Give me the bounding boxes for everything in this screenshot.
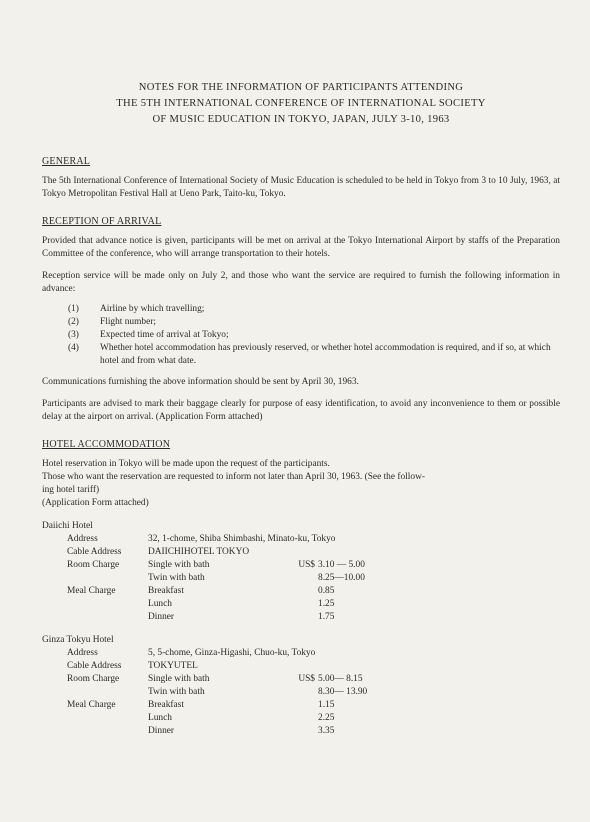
title-line-2: THE 5TH INTERNATIONAL CONFERENCE OF INTERNATIONAL SOCIETY [116,98,486,109]
hotel-intro-line-4: (Application Form attached) [42,498,149,508]
general-heading: GENERAL [42,156,91,167]
table-row: Lunch 2.25 [148,713,335,723]
reception-paragraph-2: Reception service will be made only on July 2, and those who want the service are required to furnish the following information in advance: [42,271,560,294]
document-title [42,80,560,128]
list-item: (4) Whether hotel accommodation has previously reserved, or whether hotel accommodation is required, and if so, at which hotel and from what date. [68,343,551,366]
reception-paragraph-3: Communications furnishing the above information should be sent by April 30, 1963. [42,377,359,387]
reception-heading: RECEPTION OF ARRIVAL [42,216,162,227]
general-text: The 5th International Conference of International Society of Music Education is scheduled to be held in Tokyo from 3 to 10 July, 1963, at Tokyo Metropolitan Festival Hall at Ueno Park, Taito-ku, Tokyo. [42,176,560,199]
hotel-name: Ginza Tokyu Hotel [42,635,114,645]
reception-info-list [42,303,560,368]
list-item: (3) Expected time of arrival at Tokyo; [68,330,229,340]
table-row: Dinner 3.35 [148,726,335,736]
title-line-3: OF MUSIC EDUCATION IN TOKYO, JAPAN, JULY 3-10, 1963 [152,114,450,125]
hotel-intro-line-1: Hotel reservation in Tokyo will be made upon the request of the participants. [42,459,330,469]
reception-paragraph-1: Provided that advance notice is given, participants will be met on arrival at the Tokyo International Airport by staffs of the Preparation Committee of the conference, who will arrange transportation to their hotels. [42,236,560,259]
table-row: Cable Address TOKYUTEL [67,661,198,671]
table-row: Meal Charge Breakfast 0.85 [67,586,335,596]
title-line-1: NOTES FOR THE INFORMATION OF PARTICIPANTS ATTENDING [138,82,464,93]
table-row: Dinner 1.75 [148,612,335,622]
hotel-tariff-table [42,647,560,738]
hotel-intro [42,458,560,510]
hotel-intro-line-3: ing hotel tariff) [42,485,100,495]
table-row: Room Charge Single with bath US$ 3.10 — 5.00 [67,560,365,570]
hotel-tariff-table [42,533,560,624]
table-row: Meal Charge Breakfast 1.15 [67,700,335,710]
table-row: Twin with bath 8.25—10.00 [148,573,365,583]
hotel-intro-line-2: Those who want the reservation are requested to inform not later than April 30, 1963. (See the follow- [42,472,425,482]
table-row: Address 5, 5-chome, Ginza-Higashi, Chuo-ku, Tokyo [67,648,316,658]
hotel-heading: HOTEL ACCOMMODATION [42,439,171,450]
list-item: (2) Flight number; [68,317,156,327]
table-row: Cable Address DAIICHIHOTEL TOKYO [67,547,250,557]
table-row: Lunch 1.25 [148,599,335,609]
hotel-name: Daiichi Hotel [42,521,93,531]
table-row: Address 32, 1-chome, Shiba Shimbashi, Minato-ku, Tokyo [67,534,336,544]
reception-paragraph-4: Participants are advised to mark their baggage clearly for purpose of easy identification, to avoid any inconvenience to them or possible delay at the airport on arrival. (Application Form attached) [42,399,560,422]
list-item: (1) Airline by which travelling; [68,304,205,314]
table-row: Room Charge Single with bath US$ 5.00— 8.15 [67,674,363,684]
table-row: Twin with bath 8.30— 13.90 [148,687,368,697]
